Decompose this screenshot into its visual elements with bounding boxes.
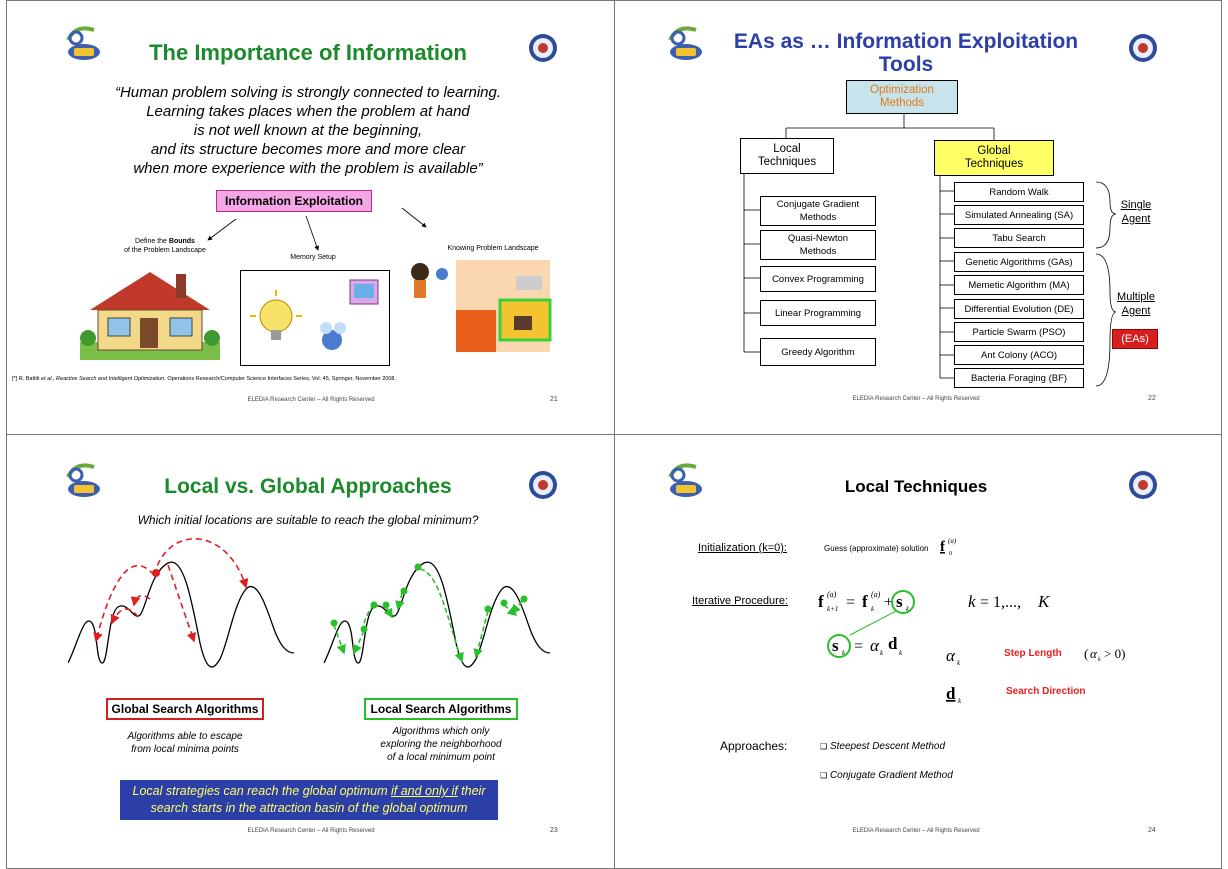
iter-label: Iterative Procedure: (692, 595, 788, 607)
svg-text:s: s (832, 636, 839, 655)
init-text: Guess (approximate) solution (824, 544, 929, 553)
svg-text:d: d (888, 634, 898, 653)
global-item-1: Random Walk (954, 182, 1084, 202)
svg-text:(a): (a) (827, 590, 837, 599)
bounds-label: Define the Bounds of the Problem Landscape (124, 238, 206, 254)
svg-text:s: s (896, 592, 903, 611)
initial-solution-formula (938, 533, 968, 559)
memory-setup-label: Memory Setup (290, 254, 336, 261)
init-label: Initialization (k=0): (698, 542, 787, 554)
global-item-3: Tabu Search (954, 228, 1084, 248)
search-direction-label: Search Direction (1006, 686, 1086, 697)
footer: ELEDIA Research Center – All Rights Reserved (247, 397, 375, 403)
step-length-condition (1082, 641, 1142, 667)
global-search-description: Algorithms able to escape from local minima points (127, 731, 243, 755)
direction-symbol (944, 681, 968, 707)
svg-text:k: k (871, 605, 875, 613)
local-item-4: Linear Programming (760, 300, 876, 326)
slide-title: The Importance of Information (149, 40, 467, 65)
svg-text:= 1,...,: = 1,..., (980, 594, 1022, 611)
global-item-6: Differential Evolution (DE) (954, 299, 1084, 319)
footer: ELEDIA Research Center – All Rights Reserved (852, 396, 980, 402)
svg-text:(: ( (1084, 646, 1089, 661)
svg-text:k: k (880, 649, 884, 657)
divider-horizontal (6, 434, 1222, 435)
global-item-9: Bacteria Foraging (BF) (954, 368, 1084, 388)
citation: [*] R. Battiti et al., Reactive Search and Intelligent Optimization. Operations Research/Computer Science Interfaces Series, Vol. 45, Springer, November 2008. (12, 376, 397, 382)
multiple-agent-label: Multiple Agent (1117, 291, 1155, 317)
eledia-logo-icon (662, 459, 710, 499)
conclusion-banner: Local strategies can reach the global optimum if and only if their search starts in the attraction basin of the global optimum (120, 780, 498, 820)
local-search-box: Local Search Algorithms (364, 698, 518, 720)
svg-text:k: k (906, 605, 910, 613)
svg-text:d: d (946, 684, 956, 703)
step-length-label: Step Length (1004, 648, 1062, 659)
slide-24 (616, 437, 1222, 869)
slide-23 (8, 437, 614, 869)
checkbox-square-icon: ❑ (820, 771, 828, 780)
house-image (80, 264, 220, 360)
global-item-7: Particle Swarm (PSO) (954, 322, 1084, 342)
eledia-logo-icon (60, 459, 108, 499)
svg-text:k: k (957, 659, 961, 667)
svg-text:f: f (862, 592, 868, 611)
approach-1: ❑ Steepest Descent Method (820, 741, 946, 752)
global-item-8: Ant Colony (ACO) (954, 345, 1084, 365)
svg-text:α: α (946, 646, 955, 665)
slide-title: Local vs. Global Approaches (164, 475, 452, 498)
svg-text:> 0): > 0) (1104, 646, 1126, 661)
optimization-methods-box: Optimization Methods (846, 80, 958, 114)
concept-arrows (8, 2, 614, 434)
global-techniques-box: Global Techniques (934, 140, 1054, 176)
svg-text:(a): (a) (948, 537, 957, 545)
global-item-2: Simulated Annealing (SA) (954, 205, 1084, 225)
single-agent-label: Single Agent (1120, 199, 1152, 225)
svg-text:α: α (870, 636, 879, 655)
university-seal-icon (1128, 470, 1158, 500)
local-techniques-box: Local Techniques (740, 138, 834, 174)
landscape-image (404, 254, 554, 358)
page-number: 22 (1148, 395, 1156, 402)
checkbox-square-icon: ❑ (820, 742, 828, 751)
svg-text:k: k (842, 649, 846, 657)
slide-title: EAs as … Information Exploitation Tools (733, 30, 1079, 76)
knowing-landscape-label: Knowing Problem Landscape (447, 245, 539, 252)
page-number: 21 (550, 396, 558, 403)
approaches-label: Approaches: (720, 739, 788, 753)
svg-text:K: K (1038, 592, 1050, 611)
start-point-red (152, 569, 160, 577)
svg-text:f: f (818, 592, 824, 611)
approach-2: ❑ Conjugate Gradient Method (820, 770, 953, 781)
slide-22 (616, 2, 1222, 434)
footer: ELEDIA Research Center – All Rights Reserved (852, 828, 980, 834)
footer: ELEDIA Research Center – All Rights Reserved (247, 828, 375, 834)
svg-text:k: k (899, 649, 903, 657)
global-search-box: Global Search Algorithms (106, 698, 264, 720)
eas-badge: (EAs) (1112, 329, 1158, 349)
svg-text:+: + (884, 594, 894, 611)
slide-subtitle: Which initial locations are suitable to reach the global minimum? (137, 513, 479, 527)
quote: “Human problem solving is strongly connected to learning. Learning takes places when the problem at hand is not well known at the beginning, and its structure becomes more and more clear when more experience with the problem is available” (114, 84, 502, 177)
landscape-curves (68, 533, 558, 683)
svg-text:k: k (958, 697, 962, 705)
svg-text:=: = (846, 594, 856, 611)
svg-text:k: k (968, 592, 976, 611)
local-item-1: Conjugate Gradient Methods (760, 196, 876, 226)
svg-text:0: 0 (949, 551, 952, 557)
university-seal-icon (528, 470, 558, 500)
local-search-description: Algorithms which only exploring the neighborhood of a local minimum point (380, 726, 502, 763)
memory-image (240, 270, 390, 366)
global-item-4: Genetic Algorithms (GAs) (954, 252, 1084, 272)
slide-21 (8, 2, 614, 434)
svg-text:α: α (1090, 646, 1097, 661)
local-item-3: Convex Programming (760, 266, 876, 292)
information-exploitation-box: Information Exploitation (216, 190, 372, 212)
page-number: 24 (1148, 827, 1156, 834)
local-item-2: Quasi-Newton Methods (760, 230, 876, 260)
page-number: 23 (550, 827, 558, 834)
alpha-symbol (944, 643, 968, 669)
local-item-5: Greedy Algorithm (760, 338, 876, 366)
svg-text:k: k (1098, 657, 1101, 663)
global-item-5: Memetic Algorithm (MA) (954, 275, 1084, 295)
svg-text:=: = (854, 638, 864, 655)
svg-text:(a): (a) (871, 590, 881, 599)
slide-title: Local Techniques (844, 477, 988, 496)
svg-text:k+1: k+1 (827, 605, 839, 613)
svg-text:f: f (940, 539, 945, 555)
